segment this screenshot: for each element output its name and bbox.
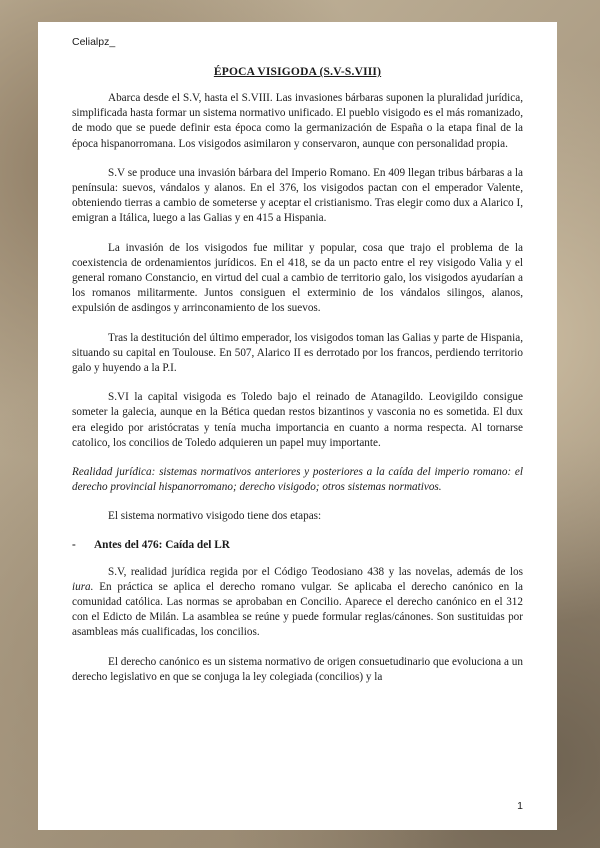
paragraph-1: Abarca desde el S.V, hasta el S.VIII. Las invasiones bárbaras suponen la pluralidad jurídica, simplificada hasta formar un sistema normativo unificado. El pueblo visigodo es el más romanizado, de modo que se puede definir esta época como la germanización de España o la etapa final de la época hispanorromana. Los visigodos asimilaron y conservaron, aunque con personalidad propia. xyxy=(72,92,523,150)
paragraph-3: La invasión de los visigodos fue militar y popular, cosa que trajo el problema de la coexistencia de ordenamientos jurídicos. En el 418, se da un pacto entre el rey visigodo Valia y el general romano Constancio, en virtud del cual a cambio de territorio galo, los visigodos ayudarían a los romanos militarmente. Juntos consiguen el exterminio de los vándalos silingos, alanos, expulsión de asdingos y arrinconamiento de los suevos. xyxy=(72,241,523,315)
document-page xyxy=(38,22,557,830)
paragraph-iura xyxy=(72,565,523,641)
paragraph-iura-b: En práctica se aplica el derecho romano vulgar. Se aplicaba el derecho canónico en la comunidad católica. Las normas se aprobaban en Concilio. Aparece el derecho canónico en el 312 con el Edicto de Milán. La asamblea se reúne y puede formular reglas/cánones. Son sustituidas por asambleas más cualificadas, los concilios. xyxy=(72,580,523,639)
author-name: Celialpz_ xyxy=(72,36,116,48)
paragraph-5: S.VI la capital visigoda es Toledo bajo el reinado de Atanagildo. Leovigildo consigue someter la galecia, aunque en la Bética quedan restos bizantinos y vasconia no es sometida. El dux era elegido por aristócratas y tenía mucha importancia en cuanto a norma respecta. Al tornarse catolico, los concilios de Toledo adquieren un papel muy importante. xyxy=(72,391,523,449)
section-heading xyxy=(72,539,523,551)
page-number: 1 xyxy=(517,800,523,812)
section-heading-text: Antes del 476: Caída del LR xyxy=(94,538,230,551)
paragraph-iura-a: S.V, realidad jurídica regida por el Código Teodosiano 438 y las novelas, además de los xyxy=(108,565,523,578)
bullet-dash: - xyxy=(72,538,76,551)
page-title: ÉPOCA VISIGODA (S.V-S.VIII) xyxy=(213,66,382,78)
iura-term: iura. xyxy=(72,580,94,593)
paragraph-4: Tras la destitución del último emperador, los visigodos toman las Galias y parte de Hispania, situando su capital en Toulouse. En 507, Alarico II es derrotado por los francos, perdiendo territorio galo y huyendo a la P.I. xyxy=(72,331,523,375)
etapas-intro: El sistema normativo visigodo tiene dos etapas: xyxy=(108,510,322,523)
paragraph-canonico: El derecho canónico es un sistema normativo de origen consuetudinario que evoluciona a un derecho legislativo en que se conjuga la ley colegiada (concilios) y la xyxy=(72,655,523,683)
paragraph-2: S.V se produce una invasión bárbara del Imperio Romano. En 409 llegan tribus bárbaras a la península: suevos, vándalos y alanos. En el 376, los visigodos pactan con el emperador Valente, obteniendo tierras a cambio de someterse y aceptar el cristianismo. Tras elegir como dux a Alarico I, emigran a Itálica, luego a las Galias y en 415 a Hispania. xyxy=(72,166,523,225)
realidad-juridica: Realidad jurídica: sistemas normativos anteriores y posteriores a la caída del imperio romano: el derecho provincial hispanorromano; derecho visigodo; otros sistemas normativos. xyxy=(72,466,523,494)
